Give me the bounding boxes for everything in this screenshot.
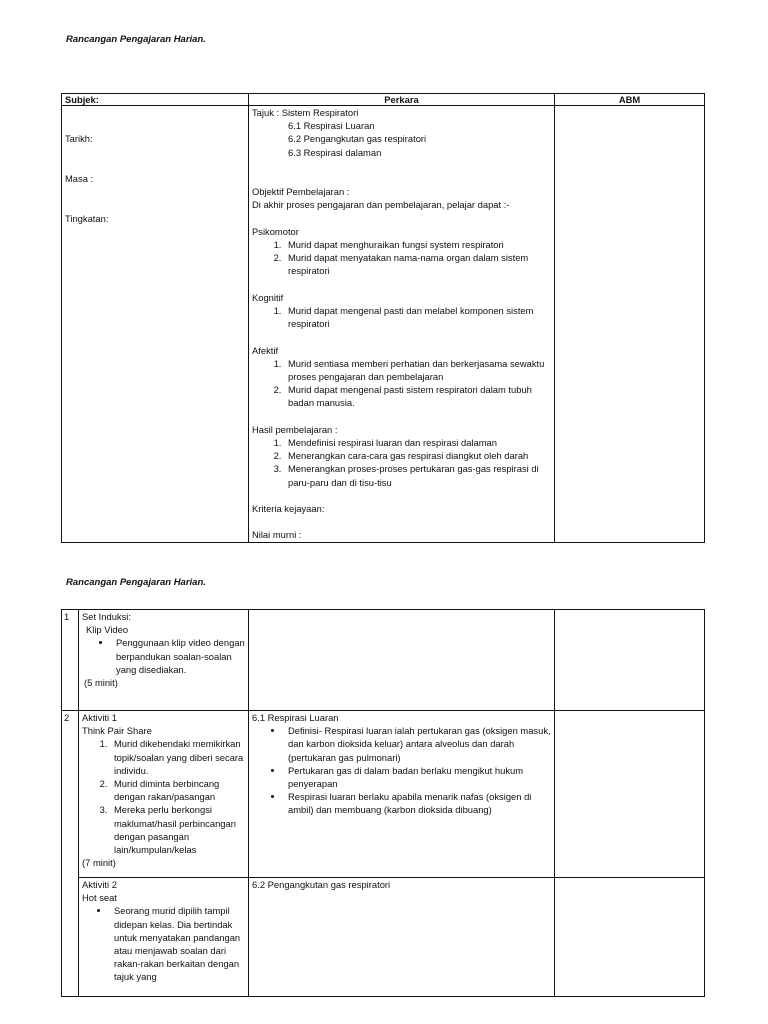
activity-steps — [82, 737, 245, 856]
list-item: 2. Murid diminta berbincang dengan rakan/pasangan — [110, 777, 245, 803]
activity-table — [61, 609, 705, 997]
hasil-heading: Hasil pembelajaran : — [252, 423, 338, 435]
activity-bullets — [82, 904, 245, 983]
subtopic-item: 6.1 Respirasi Luaran — [288, 120, 375, 132]
list-item: • Respirasi luaran berlaku apabila menarik nafas (oksigen di ambil) dan membuang (karbon dioksida dibuang) — [284, 790, 551, 816]
abm-cell — [555, 711, 705, 878]
list-item: 2. Murid dapat mengenal pasti sistem respiratori dalam tubuh badan manusia. — [284, 383, 551, 409]
activity-sub: Think Pair Share — [82, 725, 152, 737]
content-cell — [249, 711, 555, 878]
activity-heading: Set Induksi: — [82, 611, 131, 622]
content-points — [252, 724, 551, 816]
psikomotor-heading: Psikomotor — [252, 225, 299, 237]
content-cell — [249, 610, 555, 711]
page-title: Rancangan Pengajaran Harian. — [66, 577, 206, 588]
content-cell — [249, 878, 555, 997]
activity-cell — [79, 610, 249, 711]
list-item: 1. Murid dapat mengenal pasti dan melabel komponen sistem respiratori — [284, 304, 551, 330]
activity-bullets — [82, 636, 245, 676]
list-item: 1. Murid dikehendaki memikirkan topik/soalan yang diberi secara individu. — [110, 737, 245, 777]
psikomotor-list — [252, 238, 551, 278]
abm-cell — [555, 610, 705, 711]
objektif-intro: Di akhir proses pengajaran dan pembelajaran, pelajar dapat :- — [252, 199, 510, 211]
table-row — [62, 878, 705, 997]
subtopic-item: 6.3 Respirasi dalaman — [288, 146, 382, 158]
activity-time: (5 minit) — [84, 677, 118, 689]
activity-time: (7 minit) — [82, 857, 116, 869]
tajuk-text: Tajuk : Sistem Respiratori — [252, 107, 359, 118]
label-tarikh: Tarikh: — [65, 133, 93, 144]
row-number: 2 — [62, 711, 79, 997]
info-column — [62, 106, 249, 543]
afektif-list — [252, 357, 551, 410]
activity-heading: Aktiviti 1 — [82, 712, 117, 723]
list-item: 2. Menerangkan cara-cara gas respirasi diangkut oleh darah — [284, 449, 551, 462]
abm-column — [555, 106, 705, 543]
table-row — [62, 610, 705, 711]
kriteria-label: Kriteria kejayaan: — [252, 502, 325, 514]
nilai-label: Nilai murni : — [252, 529, 302, 541]
row-number: 1 — [62, 610, 79, 711]
afektif-heading: Afektif — [252, 344, 279, 356]
activity-sub: Klip Video — [86, 624, 129, 636]
list-item: • Pertukaran gas di dalam badan berlaku mengikut hukum penyerapan — [284, 764, 551, 790]
table-body-row — [62, 106, 705, 543]
lesson-plan-table — [61, 93, 705, 543]
content-topic: 6.2 Pengangkutan gas respiratori — [252, 879, 391, 890]
header-abm: ABM — [555, 94, 705, 106]
kognitif-heading: Kognitif — [252, 291, 284, 303]
hasil-list — [252, 436, 551, 489]
page-title: Rancangan Pengajaran Harian. — [66, 34, 206, 45]
list-item: • Penggunaan klip video dengan berpandukan soalan-soalan yang disediakan. — [112, 636, 245, 676]
subtopic-item: 6.2 Pengangkutan gas respiratori — [288, 133, 427, 145]
list-item: 2. Murid dapat menyatakan nama-nama organ dalam sistem respiratori — [284, 251, 551, 277]
content-topic: 6.1 Respirasi Luaran — [252, 712, 339, 723]
table-header-row — [62, 94, 705, 106]
list-item: • Seorang murid dipilih tampil didepan kelas. Dia bertindak untuk menyatakan pandangan atau menjawab soalan dari rakan-rakan berkaitan dengan tajuk yang — [110, 904, 245, 983]
list-item: 1. Murid sentiasa memberi perhatian dan berkerjasama sewaktu proses pengajaran dan pembelajaran — [284, 357, 551, 383]
label-tingkatan: Tingkatan: — [65, 213, 109, 225]
list-item: 1. Murid dapat menghuraikan fungsi system respiratori — [284, 238, 551, 251]
activity-cell — [79, 878, 249, 997]
list-item: 3. Menerangkan proses-proses pertukaran gas-gas respirasi di paru-paru dan di tisu-tisu — [284, 462, 551, 488]
activity-cell — [79, 711, 249, 878]
table-row — [62, 711, 705, 878]
perkara-column — [249, 106, 555, 543]
abm-cell — [555, 878, 705, 997]
activity-heading: Aktiviti 2 — [82, 879, 117, 890]
objektif-heading: Objektif Pembelajaran : — [252, 186, 350, 198]
list-item: 3. Mereka perlu berkongsi maklumat/hasil perbincangan dengan pasangan lain/kumpulan/kelas — [110, 803, 245, 856]
kognitif-list — [252, 304, 551, 330]
list-item: 1. Mendefinisi respirasi luaran dan respirasi dalaman — [284, 436, 551, 449]
header-perkara: Perkara — [249, 94, 555, 106]
label-masa: Masa : — [65, 173, 94, 185]
header-subjek: Subjek: — [62, 94, 249, 106]
list-item: • Definisi- Respirasi luaran ialah pertukaran gas (oksigen masuk, dan karbon dioksida keluar) antara alveolus dan darah (pertukaran gas pulmonari) — [284, 724, 551, 764]
activity-sub: Hot seat — [82, 892, 117, 904]
